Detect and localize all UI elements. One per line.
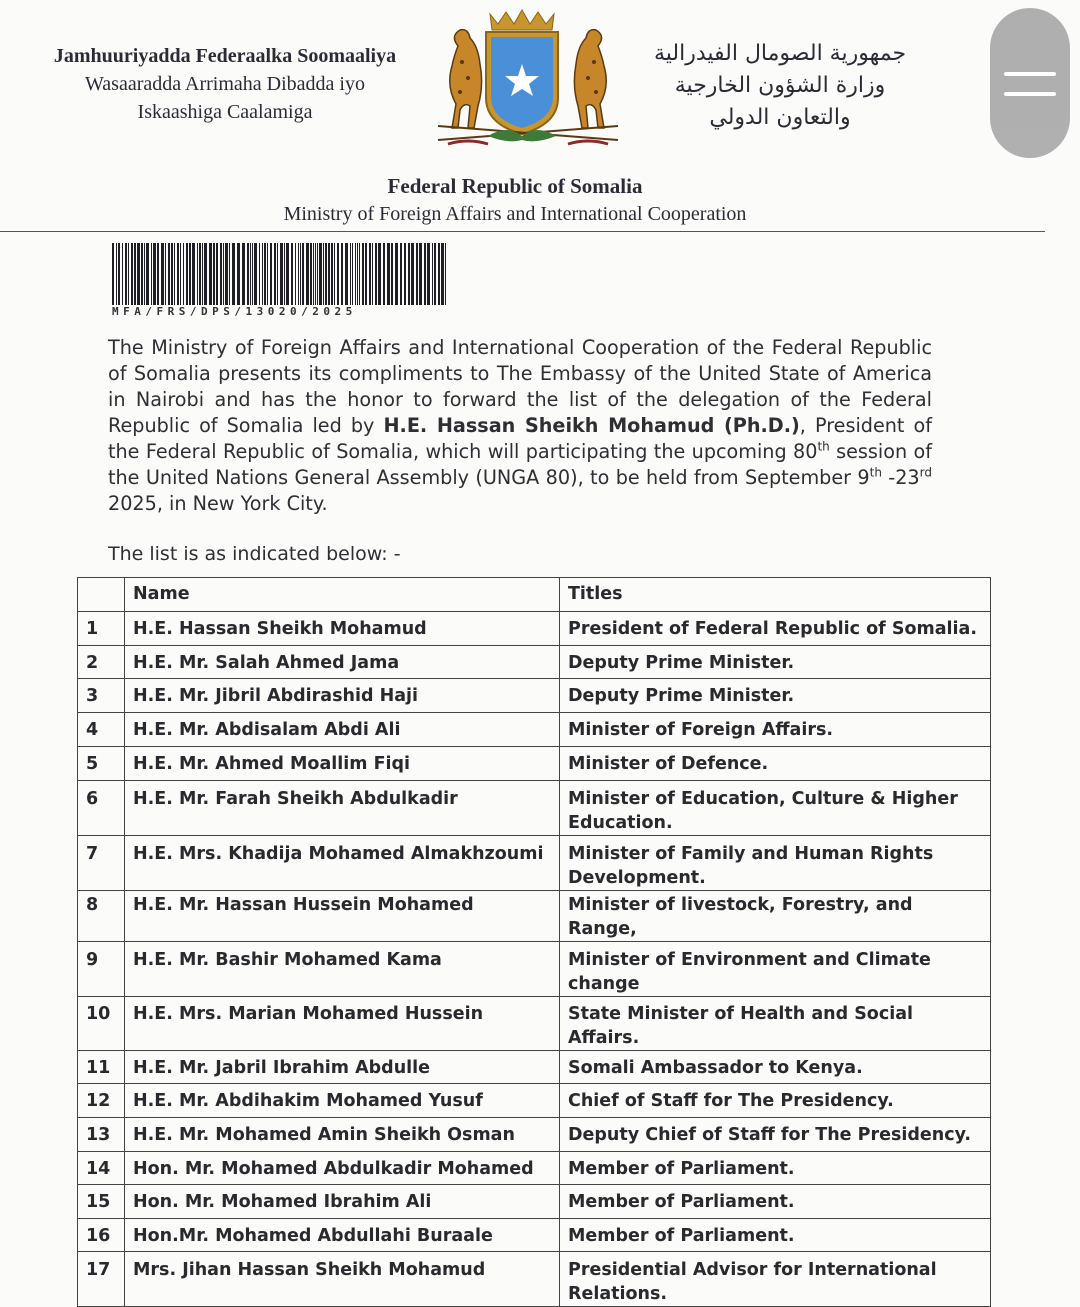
header-titles: Titles [560,578,991,612]
barcode-bar [161,243,164,305]
barcode-bar [334,243,335,305]
barcode-bar [183,243,184,305]
barcode-bar [427,243,430,305]
table-row [78,781,991,836]
barcode-bar [225,243,228,305]
barcode-bar [350,243,351,305]
delegate-name: H.E. Mr. Salah Ahmed Jama [125,646,560,679]
barcode-bar [325,243,327,305]
table-row [78,679,991,713]
delegate-name: H.E. Mrs. Marian Mohamed Hussein [125,997,560,1051]
barcode-bar [411,243,414,305]
barcode-bar [277,243,278,305]
barcode-bar [383,243,385,305]
body-leader: H.E. Hassan Sheikh Mohamud [383,414,715,437]
barcode-bar [174,243,175,305]
barcode-bar [137,243,140,305]
barcode-bar [424,243,426,305]
letter-body [108,335,932,517]
barcode-bar [441,243,444,305]
delegate-name: H.E. Mr. Hassan Hussein Mohamed [125,891,560,942]
table-row [78,1252,991,1307]
barcode-bar [168,243,170,305]
barcode-bar [250,243,251,305]
header-arabic-line2: وزارة الشؤون الخارجية [674,73,886,98]
barcode-bar [180,243,181,305]
table-row [78,891,991,942]
table-row [78,747,991,781]
table-row [78,1051,991,1084]
barcode-bar [404,243,406,305]
header-number [78,578,125,612]
barcode-bar [264,243,266,305]
barcode-bar [328,243,330,305]
row-number: 12 [78,1084,125,1118]
barcode-bar [408,243,410,305]
ministry-title-line1: Federal Republic of Somalia [387,174,643,198]
table-row [78,1185,991,1219]
reference-number: MFA/FRS/DPS/13020/2025 [112,305,357,318]
barcode-bar [419,243,422,305]
delegate-title: Presidential Advisor for International Relations. [560,1252,991,1307]
barcode-bar [177,243,179,305]
barcode-bar [232,243,235,305]
table-row [78,942,991,997]
delegate-title: Minister of Environment and Climate change [560,942,991,997]
barcode-bar [317,243,318,305]
delegate-title: President of Federal Republic of Somalia. [560,612,991,646]
barcode-bar [262,243,263,305]
barcode-bar [128,243,129,305]
barcode [112,243,450,305]
delegate-name: Hon. Mr. Mohamed Ibrahim Ali [125,1185,560,1219]
barcode-bar [259,243,260,305]
delegate-name: Mrs. Jihan Hassan Sheikh Mohamud [125,1252,560,1307]
delegate-name: H.E. Mrs. Khadija Mohamed Almakhzoumi [125,836,560,891]
coat-of-arms-emblem [428,6,628,156]
barcode-bar [199,243,201,305]
barcode-bar [118,243,120,305]
barcode-bar [237,243,240,305]
delegate-name: H.E. Mr. Farah Sheikh Abdulkadir [125,781,560,836]
header-arabic-line1: جمهورية الصومال الفيدرالية [653,41,907,66]
barcode-bar [122,243,123,305]
barcode-bar [242,243,245,305]
barcode-bar [310,243,312,305]
header-somali-line2: Wasaaradda Arrimaha Dibadda iyo [85,73,365,95]
delegate-name: H.E. Mr. Abdihakim Mohamed Yusuf [125,1084,560,1118]
barcode-bar [434,243,436,305]
barcode-bar [213,243,215,305]
row-number: 1 [78,612,125,646]
row-number: 15 [78,1185,125,1219]
barcode-bar [345,243,348,305]
delegate-title: Somali Ambassador to Kenya. [560,1051,991,1084]
barcode-bar [134,243,136,305]
header-arabic-line3: والتعاون الدولي [709,105,851,130]
barcode-bar [375,243,377,305]
barcode-bar [171,243,173,305]
body-sup2: th [869,465,882,480]
barcode-bar [254,243,257,305]
body-leader-suffix: (Ph.D.) [714,414,800,437]
row-number: 10 [78,997,125,1051]
barcode-bar [284,243,285,305]
barcode-bar [197,243,198,305]
barcode-bar [247,243,249,305]
delegate-name: Hon.Mr. Mohamed Abdullahi Buraale [125,1219,560,1252]
table-row [78,713,991,747]
row-number: 13 [78,1118,125,1152]
delegate-title: State Minister of Health and Social Affairs. [560,997,991,1051]
barcode-bar [357,243,358,305]
barcode-bar [125,243,127,305]
table-row [78,612,991,646]
header-somali-line3: Iskaashiga Caalamiga [137,101,313,123]
row-number: 9 [78,942,125,997]
body-part3: session of the United Nations General Assembly (UNGA 80), to be held from September 9 [108,440,932,489]
table-row [78,836,991,891]
barcode-bar [355,243,356,305]
table-row [78,1152,991,1185]
barcode-bar [186,243,188,305]
barcode-bar [202,243,203,305]
table-row [78,997,991,1051]
barcode-bar [438,243,440,305]
row-number: 11 [78,1051,125,1084]
barcode-bar [209,243,212,305]
barcode-bar [391,243,393,305]
delegation-table [77,577,991,1307]
delegate-title: Member of Parliament. [560,1185,991,1219]
barcode-bar [274,243,276,305]
barcode-bar [416,243,418,305]
barcode-bar [395,243,398,305]
barcode-bar [365,243,367,305]
header-somali [20,42,430,126]
body-part1: The Ministry of Foreign Affairs and International Cooperation of the Federal Republic of Somalia presents its compliments to The Embassy of the United State of America in Nairobi and has the honor to forward the list of the delegation of the Federal Republic of Somalia led by [108,336,932,437]
barcode-bar [189,243,191,305]
body-part5: 2025, in New York City. [108,492,328,515]
delegate-name: H.E. Mr. Ahmed Moallim Fiqi [125,747,560,781]
delegate-name: H.E. Mr. Mohamed Amin Sheikh Osman [125,1118,560,1152]
delegate-title: Minister of Defence. [560,747,991,781]
delegate-title: Chief of Staff for The Presidency. [560,1084,991,1118]
delegate-title: Minister of livestock, Forestry, and Range, [560,891,991,942]
header-somali-line1: Jamhuuriyadda Federaalka Soomaaliya [53,45,397,67]
barcode-bar [116,243,117,305]
barcode-bar [378,243,381,305]
barcode-bar [295,243,296,305]
header-divider [0,231,1045,232]
barcode-bar [270,243,272,305]
barcode-bar [400,243,402,305]
delegate-name: Hon. Mr. Mohamed Abdulkadir Mohamed [125,1152,560,1185]
table-row [78,1118,991,1152]
barcode-bar [319,243,322,305]
barcode-bar [220,243,222,305]
barcode-bar [280,243,283,305]
body-sup1: th [817,439,830,454]
barcode-bar [153,243,156,305]
delegate-title: Deputy Prime Minister. [560,679,991,713]
barcode-bar [341,243,343,305]
barcode-bar [315,243,316,305]
barcode-bar [286,243,289,305]
barcode-bar [372,243,373,305]
barcode-bar [112,243,114,305]
barcode-bar [165,243,166,305]
barcode-bar [306,243,309,305]
barcode-bar [131,243,133,305]
barcode-bar [141,243,143,305]
delegate-name: H.E. Mr. Jabril Ibrahim Abdulle [125,1051,560,1084]
barcode-bar [216,243,218,305]
table-row [78,1219,991,1252]
barcode-bar [204,243,207,305]
delegate-name: H.E. Hassan Sheikh Mohamud [125,612,560,646]
barcode-bar [359,243,360,305]
barcode-bar [157,243,159,305]
barcode-bar [445,243,446,305]
barcode-bar [291,243,293,305]
delegate-name: H.E. Mr. Bashir Mohamed Kama [125,942,560,997]
barcode-bar [302,243,304,305]
delegate-name: H.E. Mr. Abdisalam Abdi Ali [125,713,560,747]
barcode-bar [267,243,268,305]
delegate-title: Member of Parliament. [560,1219,991,1252]
body-sup3: rd [919,465,932,480]
barcode-bar [352,243,353,305]
row-number: 16 [78,1219,125,1252]
barcode-bar [298,243,299,305]
barcode-bar [313,243,314,305]
header-name: Name [125,578,560,612]
row-number: 8 [78,891,125,942]
table-row [78,1084,991,1118]
delegate-title: Deputy Prime Minister. [560,646,991,679]
row-number: 14 [78,1152,125,1185]
delegate-title: Minister of Education, Culture & Higher Education. [560,781,991,836]
list-intro: The list is as indicated below: - [108,543,401,565]
row-number: 17 [78,1252,125,1307]
barcode-bar [192,243,195,305]
barcode-bar [229,243,230,305]
barcode-bar [331,243,333,305]
barcode-bar [144,243,145,305]
barcode-bar [151,243,152,305]
row-number: 4 [78,713,125,747]
delegate-title: Deputy Chief of Staff for The Presidency. [560,1118,991,1152]
row-number: 5 [78,747,125,781]
ministry-title-line2: Ministry of Foreign Affairs and International Cooperation [283,203,747,225]
body-part2: , President of the Federal Republic of Somalia, which will participating the upcoming 80 [108,414,933,463]
delegate-title: Minister of Foreign Affairs. [560,713,991,747]
barcode-bar [146,243,149,305]
body-part4: -23 [881,466,920,489]
barcode-bar [252,243,253,305]
header-arabic [600,38,960,134]
menu-button[interactable] [990,8,1070,158]
barcode-bar [432,243,433,305]
table-row [78,646,991,679]
delegate-name: H.E. Mr. Jibril Abdirashid Haji [125,679,560,713]
barcode-bar [369,243,371,305]
row-number: 6 [78,781,125,836]
barcode-bar [337,243,339,305]
barcode-bar [323,243,324,305]
row-number: 7 [78,836,125,891]
delegate-title: Member of Parliament. [560,1152,991,1185]
table-header-row [78,578,991,612]
barcode-bar [387,243,390,305]
barcode-bar [300,243,301,305]
barcode-bar [362,243,364,305]
ministry-title [0,172,1030,228]
barcode-bar [223,243,224,305]
row-number: 3 [78,679,125,713]
delegate-title: Minister of Family and Human Rights Development. [560,836,991,891]
row-number: 2 [78,646,125,679]
